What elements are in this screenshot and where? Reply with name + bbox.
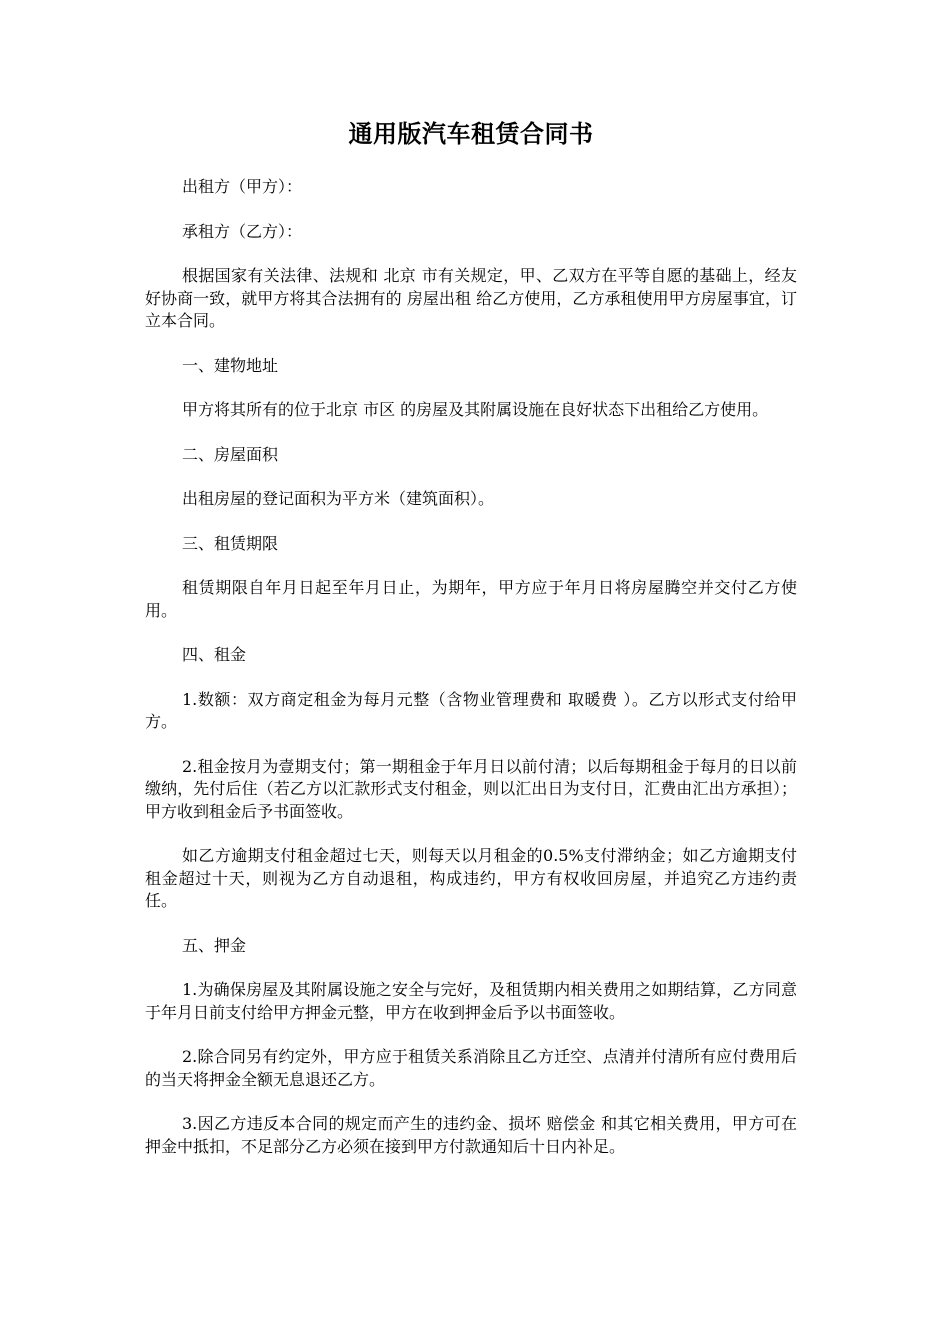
rent-late-payment-clause: 如乙方逾期支付租金超过七天，则每天以月租金的0.5%支付滞纳金；如乙方逾期支付租金超过十天，则视为乙方自动退租，构成违约，甲方有权收回房屋，并追究乙方违约责任。 bbox=[145, 846, 797, 910]
section-heading-area: 二、房屋面积 bbox=[182, 444, 279, 464]
section-heading-term: 三、租赁期限 bbox=[182, 533, 279, 553]
term-paragraph: 租赁期限自年月日起至年月日止，为期年，甲方应于年月日将房屋腾空并交付乙方使用。 bbox=[145, 578, 797, 620]
preamble-paragraph: 根据国家有关法律、法规和 北京 市有关规定，甲、乙双方在平等自愿的基础上，经友好协商一致，就甲方将其合法拥有的 房屋出租 给乙方使用，乙方承租使用甲方房屋事宜，订立本合同。 bbox=[145, 266, 797, 330]
lessee-line: 承租方（乙方）： bbox=[182, 221, 303, 241]
document-page bbox=[145, 112, 797, 1180]
deposit-clause-3: 3.因乙方违反本合同的规定而产生的违约金、损坏 赔偿金 和其它相关费用，甲方可在押金中抵扣，不足部分乙方必须在接到甲方付款通知后十日内补足。 bbox=[145, 1114, 797, 1156]
section-heading-rent: 四、租金 bbox=[182, 645, 247, 664]
lessor-line: 出租方（甲方）： bbox=[182, 177, 303, 196]
document-title: 通用版汽车租赁合同书 bbox=[348, 120, 594, 148]
deposit-clause-2: 2.除合同另有约定外，甲方应于租赁关系消除且乙方迁空、点清并付清所有应付费用后的当天将押金全额无息退还乙方。 bbox=[145, 1047, 797, 1089]
rent-clause-1: 1.数额：双方商定租金为每月元整（含物业管理费和 取暖费 ）。乙方以形式支付给甲方。 bbox=[145, 689, 797, 731]
rent-clause-2: 2.租金按月为壹期支付；第一期租金于年月日以前付清；以后每期租金于每月的日以前缴纳，先付后住（若乙方以汇款形式支付租金，则以汇出日为支付日，汇费由汇出方承担）；甲方收到租金后予书面签收。 bbox=[145, 756, 797, 821]
section-heading-deposit: 五、押金 bbox=[182, 935, 247, 955]
section-heading-address: 一、建物地址 bbox=[182, 355, 279, 375]
deposit-clause-1: 1.为确保房屋及其附属设施之安全与完好，及租赁期内相关费用之如期结算，乙方同意于年月日前支付给甲方押金元整，甲方在收到押金后予以书面签收。 bbox=[145, 980, 797, 1022]
area-paragraph: 出租房屋的登记面积为平方米（建筑面积）。 bbox=[182, 489, 495, 508]
address-paragraph: 甲方将其所有的位于北京 市区 的房屋及其附属设施在良好状态下出租给乙方使用。 bbox=[182, 400, 769, 419]
